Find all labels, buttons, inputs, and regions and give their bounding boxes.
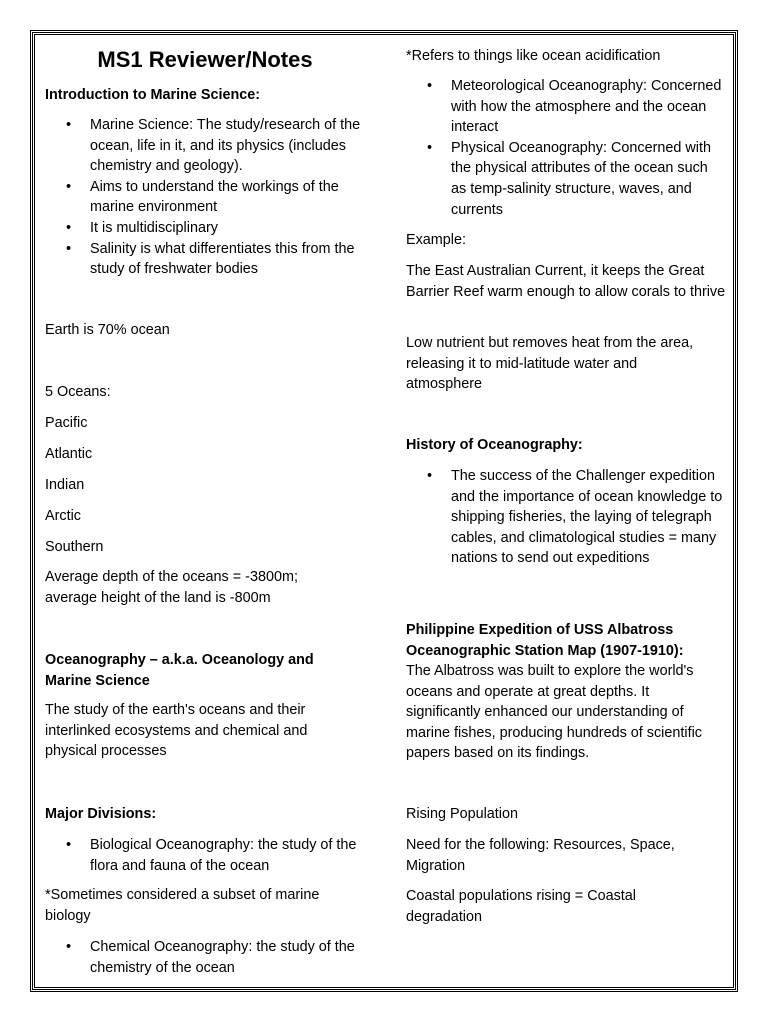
ocean-name: Indian xyxy=(45,477,85,493)
list-item: • Physical Oceanography: Concerned with the physical attributes of the ocean such as temp-salinity structure, waves, and currents xyxy=(406,138,726,220)
ocean-name: Arctic xyxy=(45,508,81,524)
oceanography-definition: The study of the earth's oceans and their interlinked ecosystems and chemical and physical processes xyxy=(45,702,308,760)
earth-ocean-text: Earth is 70% ocean xyxy=(45,322,170,338)
albatross-heading: Philippine Expedition of USS Albatross Oceanographic Station Map (1907-1910): xyxy=(406,622,684,659)
albatross-text: The Albatross was built to explore the world's oceans and operate at great depths. It significantly enhanced our understanding of marine fishes, producing hundreds of scientific papers based on its findings. xyxy=(406,663,702,762)
need-text: Need for the following: Resources, Space, Migration xyxy=(406,837,675,874)
example-text: The East Australian Current, it keeps the Great Barrier Reef warm enough to allow corals to thrive xyxy=(406,263,726,300)
list-item: • It is multidisciplinary xyxy=(45,218,365,239)
division-bullet-list xyxy=(406,76,726,220)
bio-bullet-list xyxy=(45,835,365,876)
example-label: Example: xyxy=(406,232,466,248)
intro-heading: Introduction to Marine Science: xyxy=(45,87,261,103)
ocean-name: Atlantic xyxy=(45,446,93,462)
chem-note: *Refers to things like ocean acidification xyxy=(406,48,661,64)
list-item: • Meteorological Oceanography: Concerned with how the atmosphere and the ocean interact xyxy=(406,76,726,138)
list-item: • Chemical Oceanography: the study of the chemistry of the ocean xyxy=(45,937,365,978)
list-item: • Salinity is what differentiates this from the study of freshwater bodies xyxy=(45,239,365,280)
list-item: • The success of the Challenger expedition and the importance of ocean knowledge to shipping fisheries, the laying of telegraph cables, and climatological studies = many nations to send out expeditions xyxy=(406,466,726,569)
rising-population-text: Rising Population xyxy=(406,806,518,822)
oceanography-heading: Oceanography – a.k.a. Oceanology and Marine Science xyxy=(45,652,314,689)
chem-bullet-list xyxy=(45,937,365,978)
list-item: • Biological Oceanography: the study of the flora and fauna of the ocean xyxy=(45,835,365,876)
ocean-name: Southern xyxy=(45,539,104,555)
bio-note: *Sometimes considered a subset of marine biology xyxy=(45,887,320,924)
example-text-2: Low nutrient but removes heat from the area, releasing it to mid-latitude water and atmosphere xyxy=(406,335,694,393)
history-heading: History of Oceanography: xyxy=(406,437,583,453)
five-oceans-label: 5 Oceans: xyxy=(45,384,111,400)
list-item: • Aims to understand the workings of the marine environment xyxy=(45,177,365,218)
intro-bullet-list xyxy=(45,115,365,280)
coastal-text: Coastal populations rising = Coastal degradation xyxy=(406,888,636,925)
depth-text: Average depth of the oceans = -3800m; average height of the land is -800m xyxy=(45,569,298,606)
history-bullet-list xyxy=(406,466,726,569)
major-divisions-heading: Major Divisions: xyxy=(45,806,157,822)
list-item: • Marine Science: The study/research of the ocean, life in it, and its physics (includes chemistry and geology). xyxy=(45,115,365,177)
page-title: MS1 Reviewer/Notes xyxy=(97,47,313,72)
ocean-name: Pacific xyxy=(45,415,88,431)
